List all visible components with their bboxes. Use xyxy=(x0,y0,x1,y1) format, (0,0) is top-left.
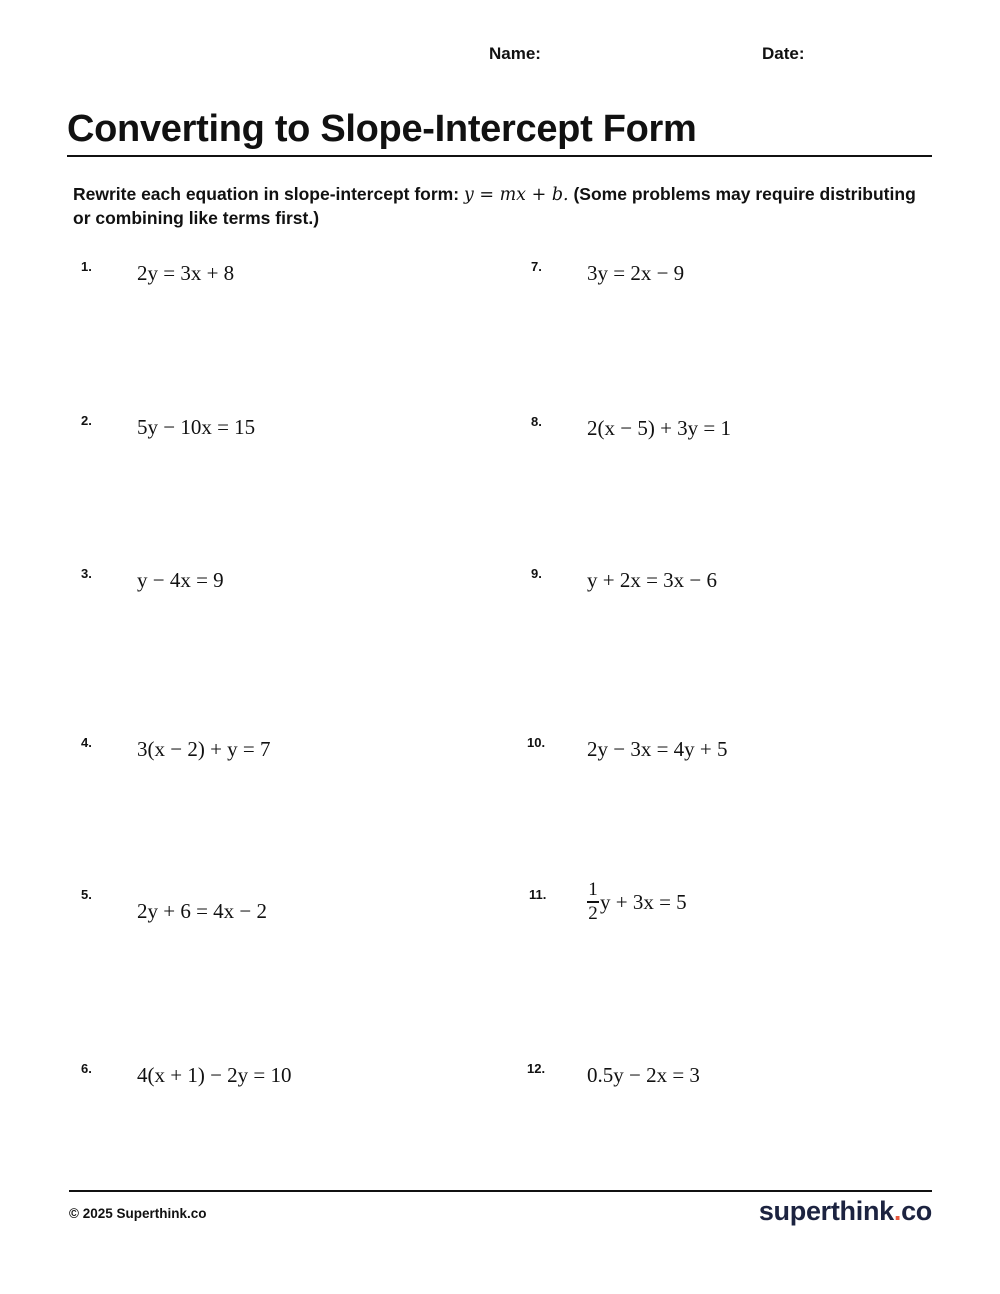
problem-8 xyxy=(531,414,931,454)
problem-equation: 4(x + 1) − 2y = 10 xyxy=(137,1063,292,1087)
title-divider xyxy=(67,155,932,157)
problem-number: 2. xyxy=(81,413,92,428)
page-title: Converting to Slope-Intercept Form xyxy=(67,108,697,150)
problem-equation: y + 2x = 3x − 6 xyxy=(587,568,718,592)
problem-number: 8. xyxy=(531,414,542,429)
brand-tld: co xyxy=(901,1196,932,1226)
problem-5 xyxy=(81,887,481,927)
problem-3 xyxy=(81,566,481,606)
footer-divider xyxy=(69,1190,932,1192)
name-label: Name: xyxy=(489,44,541,63)
problem-number: 7. xyxy=(531,259,542,274)
problem-equation: 2y − 3x = 4y + 5 xyxy=(587,737,728,761)
problem-9 xyxy=(531,566,931,606)
problem-10 xyxy=(527,735,927,775)
brand-dot: . xyxy=(893,1196,902,1226)
problem-number: 6. xyxy=(81,1061,92,1076)
problem-4 xyxy=(81,735,481,775)
problem-12 xyxy=(527,1061,927,1101)
copyright-text: © 2025 Superthink.co xyxy=(69,1206,207,1221)
fraction-denominator: 2 xyxy=(588,902,598,924)
problem-number: 4. xyxy=(81,735,92,750)
problem-equation xyxy=(587,880,687,924)
problem-equation: 2y = 3x + 8 xyxy=(137,261,235,285)
problem-11 xyxy=(529,879,929,927)
problem-number: 5. xyxy=(81,887,92,902)
problem-number: 12. xyxy=(527,1061,546,1076)
problem-equation: 2(x − 5) + 3y = 1 xyxy=(587,416,732,440)
problem-equation: 3(x − 2) + y = 7 xyxy=(137,737,271,761)
problem-7 xyxy=(531,259,931,299)
fraction-numerator: 1 xyxy=(588,879,598,900)
date-label: Date: xyxy=(762,44,805,63)
problem-2 xyxy=(81,413,481,453)
problem-equation: 0.5y − 2x = 3 xyxy=(587,1063,700,1087)
slope-intercept-formula: y = mx + b. xyxy=(463,185,569,205)
problem-equation: 3y = 2x − 9 xyxy=(587,261,685,285)
brand-name: superthink xyxy=(758,1196,894,1226)
problem-equation: 2y + 6 = 4x − 2 xyxy=(137,899,268,923)
problem-1 xyxy=(81,259,481,299)
fraction-one-half xyxy=(587,880,599,924)
equation-rest: y + 3x = 5 xyxy=(600,890,687,915)
instructions-note: (Some problems may require distributing or combining like terms first.) xyxy=(73,184,916,228)
brand-logo xyxy=(759,1196,932,1227)
problem-equation: y − 4x = 9 xyxy=(137,568,224,592)
problem-number: 3. xyxy=(81,566,92,581)
instructions xyxy=(73,183,923,230)
instructions-text: Rewrite each equation in slope-intercept form: xyxy=(73,184,464,204)
problem-equation: 5y − 10x = 15 xyxy=(137,415,256,439)
problem-6 xyxy=(81,1061,481,1101)
problem-number: 10. xyxy=(527,735,546,750)
problem-number: 9. xyxy=(531,566,542,581)
problem-number: 11. xyxy=(529,887,547,902)
problem-number: 1. xyxy=(81,259,92,274)
